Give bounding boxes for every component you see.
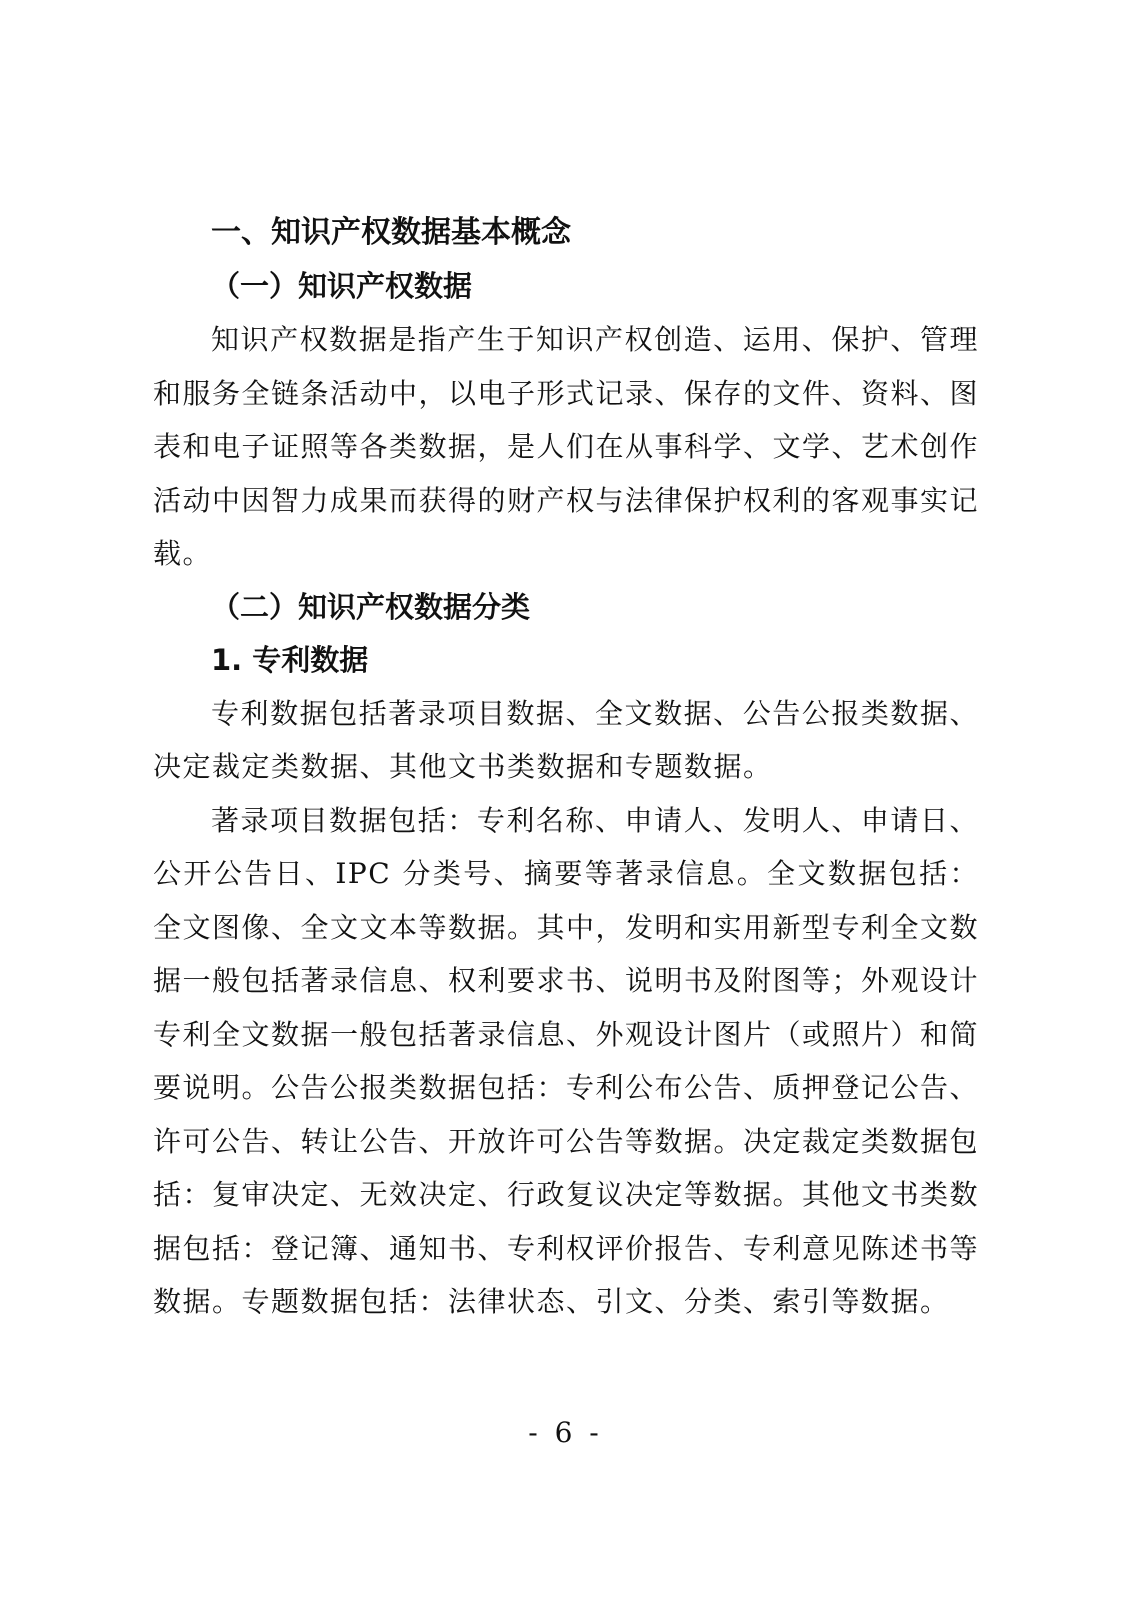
subsection-heading-ip-data: （一）知识产权数据 xyxy=(211,269,473,303)
paragraph-ip-data-definition: 知识产权数据是指产生于知识产权创造、运用、保护、管理和服务全链条活动中，以电子形式记录、保存的文件、资料、图表和电子证照等各类数据，是人们在从事科学、文学、艺术创作活动中因智力成果而获得的财产权与法律保护权利的客观事实记载。 xyxy=(153,323,980,570)
paragraph-patent-data-details: 著录项目数据包括：专利名称、申请人、发明人、申请日、公开公告日、IPC 分类号、摘要等著录信息。全文数据包括：全文图像、全文文本等数据。其中，发明和实用新型专利全文数据一般包括著录信息、权利要求书、说明书及附图等；外观设计专利全文数据一般包括著录信息、外观设计图片（或照片）和简要说明。公告公报类数据包括：专利公布公告、质押登记公告、许可公告、转让公告、开放许可公告等数据。决定裁定类数据包括：复审决定、无效决定、行政复议决定等数据。其他文书类数据包括：登记簿、通知书、专利权评价报告、专利意见陈述书等数据。专题数据包括：法律状态、引文、分类、索引等数据。 xyxy=(153,803,980,1318)
document-body xyxy=(153,206,979,1329)
subsection-heading-ip-data-classification: （二）知识产权数据分类 xyxy=(211,589,531,624)
item-heading-patent-data: 1. 专利数据 xyxy=(211,642,369,677)
page-number: - 6 - xyxy=(528,1416,603,1449)
paragraph-patent-data-overview: 专利数据包括著录项目数据、全文数据、公告公报类数据、决定裁定类数据、其他文书类数据和专题数据。 xyxy=(153,696,979,783)
section-heading: 一、知识产权数据基本概念 xyxy=(211,215,571,250)
